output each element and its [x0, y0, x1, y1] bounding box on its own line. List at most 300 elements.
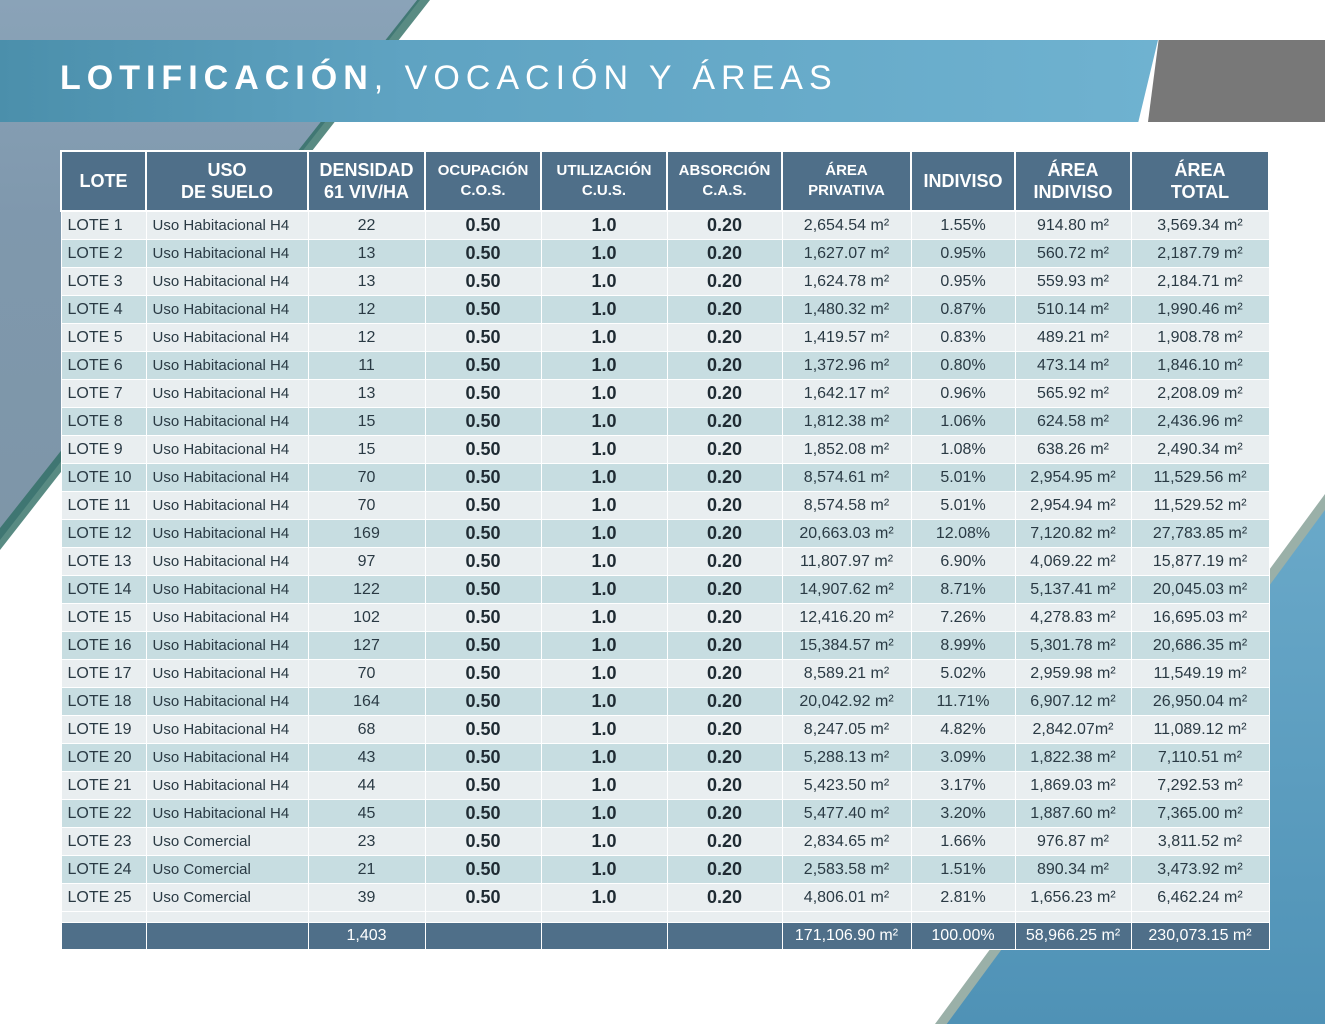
cell-densidad: 12: [308, 296, 425, 324]
cell-indiviso: 8.99%: [911, 632, 1015, 660]
cell-area-privativa: 1,852.08 m²: [782, 436, 911, 464]
cell-lote: LOTE 14: [61, 576, 146, 604]
cell-indiviso: 0.95%: [911, 240, 1015, 268]
cell-indiviso: 1.08%: [911, 436, 1015, 464]
cell-cos: 0.50: [425, 380, 541, 408]
cell-cus: 1.0: [541, 744, 667, 772]
cell-indiviso: 0.87%: [911, 296, 1015, 324]
header-indiviso: INDIVISO: [911, 151, 1015, 211]
cell-area-privativa: 2,583.58 m²: [782, 856, 911, 884]
cell-lote: LOTE 1: [61, 211, 146, 240]
cell-lote: LOTE 5: [61, 324, 146, 352]
cell-cas: 0.20: [667, 828, 782, 856]
cell-area-indiviso: 5,301.78 m²: [1015, 632, 1131, 660]
cell-area-total: 2,184.71 m²: [1131, 268, 1269, 296]
cell-uso-de-suelo: Uso Habitacional H4: [146, 744, 308, 772]
cell-cos: 0.50: [425, 240, 541, 268]
cell-area-privativa: 2,654.54 m²: [782, 211, 911, 240]
table-row: [61, 380, 1269, 408]
cell-lote: LOTE 4: [61, 296, 146, 324]
total-area-privativa: 171,106.90 m²: [782, 923, 911, 950]
cell-cas: 0.20: [667, 716, 782, 744]
cell-uso-de-suelo: Uso Habitacional H4: [146, 352, 308, 380]
cell-densidad: 15: [308, 408, 425, 436]
cell-cus: 1.0: [541, 268, 667, 296]
page-title-bold: LOTIFICACIÓN: [60, 59, 374, 97]
cell-area-privativa: 12,416.20 m²: [782, 604, 911, 632]
table-row: [61, 408, 1269, 436]
cell-uso-de-suelo: Uso Habitacional H4: [146, 604, 308, 632]
table-row: [61, 352, 1269, 380]
gray-accent-band: [1148, 40, 1325, 122]
cell-cas: 0.20: [667, 632, 782, 660]
table-spacer-row: [61, 912, 1269, 923]
cell-area-privativa: 11,807.97 m²: [782, 548, 911, 576]
table-row: [61, 268, 1269, 296]
cell-area-total: 1,908.78 m²: [1131, 324, 1269, 352]
total-cell-empty: [61, 923, 146, 950]
cell-area-indiviso: 2,954.94 m²: [1015, 492, 1131, 520]
header-ocupacion: OCUPACIÓN C.O.S.: [425, 151, 541, 211]
cell-area-total: 11,529.52 m²: [1131, 492, 1269, 520]
cell-lote: LOTE 23: [61, 828, 146, 856]
cell-area-total: 2,490.34 m²: [1131, 436, 1269, 464]
cell-area-indiviso: 2,842.07m²: [1015, 716, 1131, 744]
cell-cas: 0.20: [667, 352, 782, 380]
table-row: [61, 436, 1269, 464]
cell-indiviso: 1.06%: [911, 408, 1015, 436]
cell-area-privativa: 1,642.17 m²: [782, 380, 911, 408]
cell-indiviso: 3.20%: [911, 800, 1015, 828]
cell-lote: LOTE 6: [61, 352, 146, 380]
cell-area-indiviso: 624.58 m²: [1015, 408, 1131, 436]
cell-area-total: 2,436.96 m²: [1131, 408, 1269, 436]
cell-area-total: 11,549.19 m²: [1131, 660, 1269, 688]
cell-indiviso: 2.81%: [911, 884, 1015, 912]
cell-cas: 0.20: [667, 772, 782, 800]
cell-uso-de-suelo: Uso Comercial: [146, 856, 308, 884]
table-row: [61, 464, 1269, 492]
total-cell-empty: [425, 923, 541, 950]
cell-area-privativa: 8,574.61 m²: [782, 464, 911, 492]
table-header-row: [61, 151, 1269, 211]
cell-densidad: 102: [308, 604, 425, 632]
cell-cos: 0.50: [425, 211, 541, 240]
cell-cos: 0.50: [425, 660, 541, 688]
cell-cas: 0.20: [667, 492, 782, 520]
header-absorcion: ABSORCIÓN C.A.S.: [667, 151, 782, 211]
cell-area-indiviso: 6,907.12 m²: [1015, 688, 1131, 716]
cell-indiviso: 4.82%: [911, 716, 1015, 744]
cell-densidad: 22: [308, 211, 425, 240]
cell-area-privativa: 2,834.65 m²: [782, 828, 911, 856]
cell-area-total: 20,686.35 m²: [1131, 632, 1269, 660]
cell-cas: 0.20: [667, 660, 782, 688]
total-indiviso: 100.00%: [911, 923, 1015, 950]
cell-cus: 1.0: [541, 548, 667, 576]
cell-cos: 0.50: [425, 296, 541, 324]
cell-cos: 0.50: [425, 772, 541, 800]
table-row: [61, 716, 1269, 744]
cell-cas: 0.20: [667, 800, 782, 828]
cell-densidad: 13: [308, 268, 425, 296]
cell-densidad: 15: [308, 436, 425, 464]
table-row: [61, 548, 1269, 576]
cell-indiviso: 0.83%: [911, 324, 1015, 352]
cell-area-indiviso: 489.21 m²: [1015, 324, 1131, 352]
cell-lote: LOTE 21: [61, 772, 146, 800]
cell-indiviso: 1.55%: [911, 211, 1015, 240]
cell-indiviso: 0.80%: [911, 352, 1015, 380]
table-row: [61, 828, 1269, 856]
cell-cos: 0.50: [425, 492, 541, 520]
cell-uso-de-suelo: Uso Habitacional H4: [146, 520, 308, 548]
cell-densidad: 45: [308, 800, 425, 828]
cell-cas: 0.20: [667, 324, 782, 352]
cell-area-total: 3,473.92 m²: [1131, 856, 1269, 884]
cell-lote: LOTE 15: [61, 604, 146, 632]
cell-cus: 1.0: [541, 520, 667, 548]
cell-cus: 1.0: [541, 772, 667, 800]
cell-lote: LOTE 17: [61, 660, 146, 688]
cell-indiviso: 8.71%: [911, 576, 1015, 604]
lotes-table: [60, 150, 1270, 950]
cell-lote: LOTE 16: [61, 632, 146, 660]
cell-area-indiviso: 2,959.98 m²: [1015, 660, 1131, 688]
cell-cas: 0.20: [667, 604, 782, 632]
header-lote: LOTE: [61, 151, 146, 211]
cell-area-indiviso: 890.34 m²: [1015, 856, 1131, 884]
cell-cas: 0.20: [667, 296, 782, 324]
cell-cas: 0.20: [667, 576, 782, 604]
cell-area-privativa: 15,384.57 m²: [782, 632, 911, 660]
cell-area-total: 16,695.03 m²: [1131, 604, 1269, 632]
cell-cos: 0.50: [425, 716, 541, 744]
cell-cos: 0.50: [425, 548, 541, 576]
cell-cus: 1.0: [541, 800, 667, 828]
cell-cus: 1.0: [541, 884, 667, 912]
cell-cos: 0.50: [425, 464, 541, 492]
page-title-rest: , VOCACIÓN Y ÁREAS: [373, 59, 838, 97]
cell-indiviso: 1.51%: [911, 856, 1015, 884]
cell-area-total: 20,045.03 m²: [1131, 576, 1269, 604]
cell-cas: 0.20: [667, 436, 782, 464]
cell-cus: 1.0: [541, 492, 667, 520]
cell-indiviso: 6.90%: [911, 548, 1015, 576]
cell-cas: 0.20: [667, 240, 782, 268]
header-area-privativa: ÁREA PRIVATIVA: [782, 151, 911, 211]
cell-uso-de-suelo: Uso Habitacional H4: [146, 688, 308, 716]
cell-cos: 0.50: [425, 352, 541, 380]
cell-area-privativa: 5,477.40 m²: [782, 800, 911, 828]
cell-area-total: 2,208.09 m²: [1131, 380, 1269, 408]
cell-area-total: 1,846.10 m²: [1131, 352, 1269, 380]
cell-cus: 1.0: [541, 464, 667, 492]
cell-area-total: 11,089.12 m²: [1131, 716, 1269, 744]
cell-uso-de-suelo: Uso Habitacional H4: [146, 464, 308, 492]
cell-cus: 1.0: [541, 604, 667, 632]
cell-indiviso: 5.01%: [911, 492, 1015, 520]
cell-cus: 1.0: [541, 380, 667, 408]
cell-area-total: 3,569.34 m²: [1131, 211, 1269, 240]
cell-area-privativa: 1,627.07 m²: [782, 240, 911, 268]
cell-cus: 1.0: [541, 436, 667, 464]
cell-area-privativa: 20,663.03 m²: [782, 520, 911, 548]
cell-cos: 0.50: [425, 828, 541, 856]
cell-cus: 1.0: [541, 324, 667, 352]
cell-uso-de-suelo: Uso Habitacional H4: [146, 632, 308, 660]
cell-indiviso: 3.09%: [911, 744, 1015, 772]
cell-uso-de-suelo: Uso Habitacional H4: [146, 436, 308, 464]
cell-area-total: 27,783.85 m²: [1131, 520, 1269, 548]
cell-densidad: 12: [308, 324, 425, 352]
cell-indiviso: 7.26%: [911, 604, 1015, 632]
cell-indiviso: 0.96%: [911, 380, 1015, 408]
cell-area-privativa: 1,624.78 m²: [782, 268, 911, 296]
cell-uso-de-suelo: Uso Habitacional H4: [146, 492, 308, 520]
cell-lote: LOTE 8: [61, 408, 146, 436]
cell-uso-de-suelo: Uso Comercial: [146, 884, 308, 912]
cell-indiviso: 11.71%: [911, 688, 1015, 716]
cell-area-privativa: 5,288.13 m²: [782, 744, 911, 772]
cell-densidad: 70: [308, 464, 425, 492]
cell-indiviso: 3.17%: [911, 772, 1015, 800]
cell-densidad: 127: [308, 632, 425, 660]
cell-area-total: 7,292.53 m²: [1131, 772, 1269, 800]
cell-area-indiviso: 1,656.23 m²: [1015, 884, 1131, 912]
total-area-total: 230,073.15 m²: [1131, 923, 1269, 950]
cell-cus: 1.0: [541, 352, 667, 380]
cell-lote: LOTE 18: [61, 688, 146, 716]
cell-cus: 1.0: [541, 632, 667, 660]
cell-indiviso: 5.02%: [911, 660, 1015, 688]
cell-area-indiviso: 559.93 m²: [1015, 268, 1131, 296]
header-uso-de-suelo: USO DE SUELO: [146, 151, 308, 211]
cell-area-indiviso: 1,869.03 m²: [1015, 772, 1131, 800]
cell-cas: 0.20: [667, 744, 782, 772]
cell-area-indiviso: 4,278.83 m²: [1015, 604, 1131, 632]
cell-area-total: 7,365.00 m²: [1131, 800, 1269, 828]
cell-area-privativa: 4,806.01 m²: [782, 884, 911, 912]
cell-area-total: 6,462.24 m²: [1131, 884, 1269, 912]
table-row: [61, 688, 1269, 716]
total-cell-empty: [667, 923, 782, 950]
cell-densidad: 68: [308, 716, 425, 744]
table-row: [61, 604, 1269, 632]
cell-uso-de-suelo: Uso Habitacional H4: [146, 660, 308, 688]
cell-cos: 0.50: [425, 856, 541, 884]
totals-row: [61, 923, 1269, 950]
cell-lote: LOTE 9: [61, 436, 146, 464]
table-row: [61, 884, 1269, 912]
cell-cus: 1.0: [541, 660, 667, 688]
cell-lote: LOTE 13: [61, 548, 146, 576]
cell-densidad: 39: [308, 884, 425, 912]
cell-cos: 0.50: [425, 884, 541, 912]
table-row: [61, 800, 1269, 828]
cell-cus: 1.0: [541, 856, 667, 884]
table-row: [61, 324, 1269, 352]
cell-area-total: 26,950.04 m²: [1131, 688, 1269, 716]
cell-area-indiviso: 510.14 m²: [1015, 296, 1131, 324]
cell-area-privativa: 1,812.38 m²: [782, 408, 911, 436]
cell-densidad: 13: [308, 380, 425, 408]
cell-uso-de-suelo: Uso Habitacional H4: [146, 716, 308, 744]
cell-cus: 1.0: [541, 828, 667, 856]
cell-uso-de-suelo: Uso Habitacional H4: [146, 800, 308, 828]
table-row: [61, 296, 1269, 324]
cell-cus: 1.0: [541, 716, 667, 744]
cell-area-privativa: 20,042.92 m²: [782, 688, 911, 716]
table-row: [61, 240, 1269, 268]
cell-cos: 0.50: [425, 520, 541, 548]
cell-area-total: 15,877.19 m²: [1131, 548, 1269, 576]
cell-densidad: 70: [308, 492, 425, 520]
cell-cos: 0.50: [425, 800, 541, 828]
cell-lote: LOTE 7: [61, 380, 146, 408]
total-area-indiviso: 58,966.25 m²: [1015, 923, 1131, 950]
cell-densidad: 97: [308, 548, 425, 576]
cell-uso-de-suelo: Uso Habitacional H4: [146, 240, 308, 268]
cell-cus: 1.0: [541, 576, 667, 604]
cell-densidad: 164: [308, 688, 425, 716]
cell-cos: 0.50: [425, 632, 541, 660]
cell-uso-de-suelo: Uso Habitacional H4: [146, 576, 308, 604]
cell-uso-de-suelo: Uso Habitacional H4: [146, 268, 308, 296]
table-row: [61, 744, 1269, 772]
cell-cus: 1.0: [541, 240, 667, 268]
cell-cas: 0.20: [667, 856, 782, 884]
cell-densidad: 43: [308, 744, 425, 772]
table-body: [61, 211, 1269, 912]
cell-indiviso: 12.08%: [911, 520, 1015, 548]
cell-cas: 0.20: [667, 464, 782, 492]
cell-lote: LOTE 24: [61, 856, 146, 884]
cell-cas: 0.20: [667, 688, 782, 716]
cell-cas: 0.20: [667, 548, 782, 576]
cell-densidad: 70: [308, 660, 425, 688]
cell-lote: LOTE 25: [61, 884, 146, 912]
cell-uso-de-suelo: Uso Habitacional H4: [146, 296, 308, 324]
header-densidad: DENSIDAD 61 VIV/HA: [308, 151, 425, 211]
cell-area-indiviso: 473.14 m²: [1015, 352, 1131, 380]
table-row: [61, 660, 1269, 688]
cell-area-privativa: 8,574.58 m²: [782, 492, 911, 520]
cell-cas: 0.20: [667, 268, 782, 296]
cell-area-privativa: 1,372.96 m²: [782, 352, 911, 380]
header-area-total: ÁREA TOTAL: [1131, 151, 1269, 211]
cell-cos: 0.50: [425, 408, 541, 436]
table-row: [61, 632, 1269, 660]
cell-cas: 0.20: [667, 520, 782, 548]
cell-cos: 0.50: [425, 268, 541, 296]
cell-area-total: 11,529.56 m²: [1131, 464, 1269, 492]
cell-densidad: 122: [308, 576, 425, 604]
cell-densidad: 169: [308, 520, 425, 548]
cell-densidad: 11: [308, 352, 425, 380]
cell-cos: 0.50: [425, 324, 541, 352]
table-row: [61, 856, 1269, 884]
cell-uso-de-suelo: Uso Habitacional H4: [146, 324, 308, 352]
table-row: [61, 492, 1269, 520]
cell-area-privativa: 14,907.62 m²: [782, 576, 911, 604]
cell-indiviso: 5.01%: [911, 464, 1015, 492]
cell-cas: 0.20: [667, 380, 782, 408]
cell-cos: 0.50: [425, 688, 541, 716]
cell-area-indiviso: 976.87 m²: [1015, 828, 1131, 856]
cell-cus: 1.0: [541, 408, 667, 436]
cell-lote: LOTE 3: [61, 268, 146, 296]
total-cell-empty: [541, 923, 667, 950]
cell-area-total: 2,187.79 m²: [1131, 240, 1269, 268]
cell-cas: 0.20: [667, 211, 782, 240]
cell-area-indiviso: 7,120.82 m²: [1015, 520, 1131, 548]
cell-lote: LOTE 22: [61, 800, 146, 828]
cell-area-privativa: 8,247.05 m²: [782, 716, 911, 744]
cell-area-total: 3,811.52 m²: [1131, 828, 1269, 856]
table-row: [61, 772, 1269, 800]
cell-area-privativa: 8,589.21 m²: [782, 660, 911, 688]
cell-densidad: 13: [308, 240, 425, 268]
cell-cos: 0.50: [425, 576, 541, 604]
cell-uso-de-suelo: Uso Habitacional H4: [146, 548, 308, 576]
cell-lote: LOTE 12: [61, 520, 146, 548]
table-row: [61, 211, 1269, 240]
header-area-indiviso: ÁREA INDIVISO: [1015, 151, 1131, 211]
cell-area-privativa: 5,423.50 m²: [782, 772, 911, 800]
cell-area-indiviso: 560.72 m²: [1015, 240, 1131, 268]
cell-cus: 1.0: [541, 296, 667, 324]
cell-densidad: 44: [308, 772, 425, 800]
table-row: [61, 576, 1269, 604]
cell-lote: LOTE 11: [61, 492, 146, 520]
cell-cos: 0.50: [425, 604, 541, 632]
page-title: [60, 56, 838, 100]
cell-cos: 0.50: [425, 436, 541, 464]
total-cell-empty: [146, 923, 308, 950]
cell-cus: 1.0: [541, 211, 667, 240]
total-densidad: 1,403: [308, 923, 425, 950]
cell-area-indiviso: 565.92 m²: [1015, 380, 1131, 408]
cell-indiviso: 1.66%: [911, 828, 1015, 856]
cell-uso-de-suelo: Uso Habitacional H4: [146, 211, 308, 240]
cell-indiviso: 0.95%: [911, 268, 1015, 296]
cell-cas: 0.20: [667, 408, 782, 436]
cell-uso-de-suelo: Uso Habitacional H4: [146, 380, 308, 408]
header-utilizacion: UTILIZACIÓN C.U.S.: [541, 151, 667, 211]
cell-area-indiviso: 5,137.41 m²: [1015, 576, 1131, 604]
cell-lote: LOTE 20: [61, 744, 146, 772]
cell-densidad: 21: [308, 856, 425, 884]
cell-area-indiviso: 2,954.95 m²: [1015, 464, 1131, 492]
table-row: [61, 520, 1269, 548]
cell-densidad: 23: [308, 828, 425, 856]
cell-area-total: 1,990.46 m²: [1131, 296, 1269, 324]
cell-cas: 0.20: [667, 884, 782, 912]
cell-area-indiviso: 914.80 m²: [1015, 211, 1131, 240]
cell-lote: LOTE 19: [61, 716, 146, 744]
cell-area-indiviso: 4,069.22 m²: [1015, 548, 1131, 576]
cell-area-indiviso: 1,887.60 m²: [1015, 800, 1131, 828]
cell-uso-de-suelo: Uso Comercial: [146, 828, 308, 856]
cell-area-total: 7,110.51 m²: [1131, 744, 1269, 772]
cell-area-indiviso: 1,822.38 m²: [1015, 744, 1131, 772]
cell-uso-de-suelo: Uso Habitacional H4: [146, 408, 308, 436]
cell-lote: LOTE 10: [61, 464, 146, 492]
cell-uso-de-suelo: Uso Habitacional H4: [146, 772, 308, 800]
cell-area-privativa: 1,480.32 m²: [782, 296, 911, 324]
cell-lote: LOTE 2: [61, 240, 146, 268]
